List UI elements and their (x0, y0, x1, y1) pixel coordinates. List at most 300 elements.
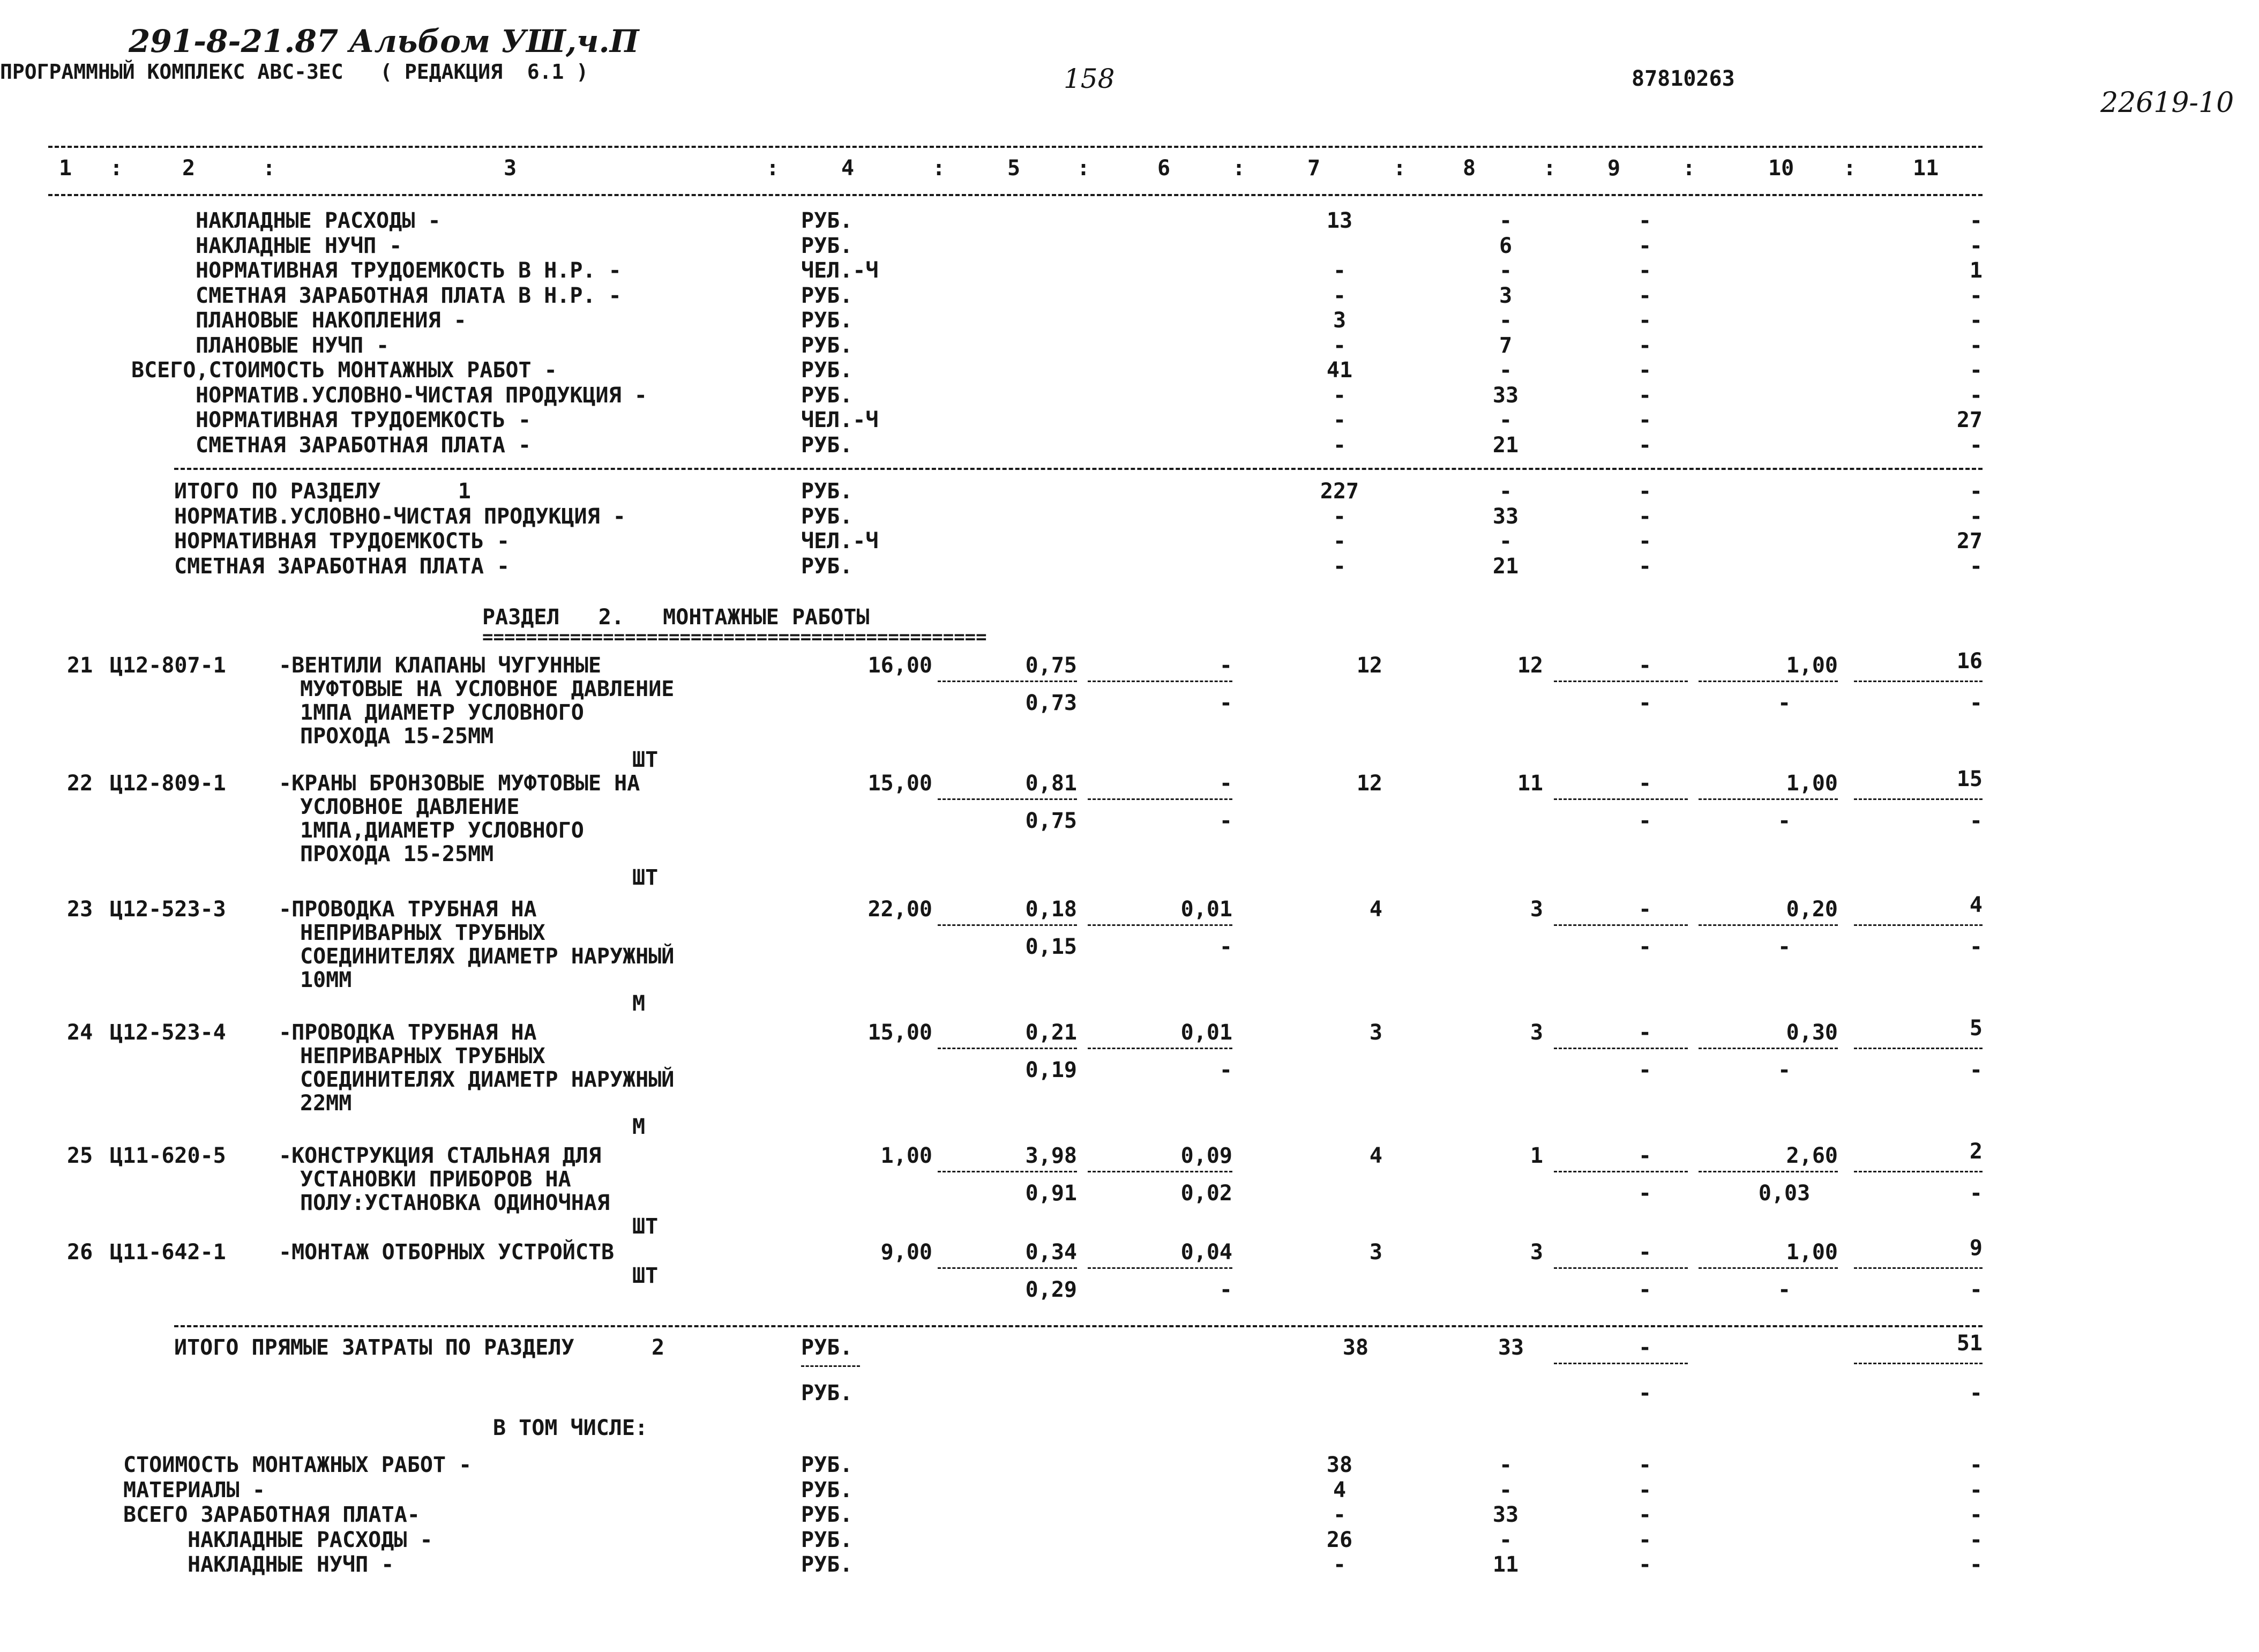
summary-col11: - (1969, 383, 1983, 408)
summary-label: ВСЕГО ЗАРАБОТНАЯ ПЛАТА- (123, 1503, 420, 1527)
total-subheading: В ТОМ ЧИСЛЕ: (493, 1416, 648, 1440)
summary-unit: РУБ. (801, 1552, 853, 1577)
item-description-line: УСТАНОВКИ ПРИБОРОВ НА (300, 1167, 571, 1192)
column-separator: : (1682, 156, 1696, 181)
item-description-line: ПОЛУ:УСТАНОВКА ОДИНОЧНАЯ (300, 1191, 610, 1215)
item-col11: 5 (1969, 1016, 1983, 1041)
item-col11-lower: - (1969, 1277, 1983, 1302)
summary-col7: - (1333, 432, 1347, 458)
total-col9-lower: - (1638, 1381, 1652, 1406)
item-col6-lower: - (1219, 1277, 1232, 1302)
summary-col9: - (1638, 408, 1652, 432)
column-separator: : (1077, 156, 1090, 181)
item-unit: М (632, 1115, 646, 1139)
column-separator: : (1843, 156, 1857, 181)
item-quantity: 22,00 (867, 897, 932, 922)
header-rule-bottom (48, 194, 1983, 196)
item-description-line: УСЛОВНОЕ ДАВЛЕНИЕ (300, 795, 520, 819)
item-col11: 9 (1969, 1236, 1983, 1260)
total-col7: 38 (1342, 1335, 1369, 1360)
summary-col7: - (1333, 258, 1347, 283)
item-rule-6 (1088, 1267, 1232, 1269)
item-rule-11 (1854, 1267, 1983, 1269)
summary-col8: 3 (1499, 283, 1513, 308)
summary-unit: РУБ. (801, 208, 853, 233)
summary-label: НОРМАТИВНАЯ ТРУДОЕМКОСТЬ В Н.Р. - (196, 258, 622, 283)
summary-col9: - (1638, 1503, 1652, 1527)
item-quantity: 1,00 (880, 1143, 932, 1168)
item-rule-6 (1088, 1048, 1232, 1049)
column-separator: : (263, 156, 276, 181)
summary-col9: - (1638, 1477, 1652, 1503)
summary-col7: - (1333, 333, 1347, 358)
item-col7: 12 (1356, 771, 1382, 796)
summary-label: НАКЛАДНЫЕ НУЧП - (188, 1552, 394, 1577)
item-col6-lower: 0,02 (1180, 1181, 1232, 1206)
item-col7: 4 (1369, 1143, 1382, 1168)
item-col10-lower: - (1777, 935, 1791, 959)
summary-col9: - (1638, 333, 1652, 358)
item-rule-10 (1699, 1267, 1838, 1269)
item-wage-price: 0,29 (1025, 1277, 1077, 1302)
item-unit: М (632, 991, 646, 1016)
item-code: Ц11-642-1 (110, 1240, 226, 1265)
item-col10: 1,00 (1786, 771, 1838, 796)
summary-col9: - (1638, 1527, 1652, 1552)
item-rule-9 (1554, 924, 1688, 926)
summary-col8: - (1499, 479, 1513, 504)
summary-label: ИТОГО ПО РАЗДЕЛУ 1 (174, 479, 471, 504)
item-rule-11 (1854, 798, 1983, 800)
item-rule-11 (1854, 1048, 1983, 1049)
item-col10-lower: - (1777, 1058, 1791, 1082)
document-code: 87810263 (1632, 66, 1735, 91)
item-unit-price: 0,81 (1025, 771, 1077, 796)
item-rule-6 (1088, 681, 1232, 682)
item-col9: - (1638, 1143, 1652, 1168)
item-rule-5 (938, 1267, 1077, 1269)
column-separator: : (1393, 156, 1407, 181)
item-code: Ц12-523-3 (110, 897, 226, 922)
summary-col8: - (1499, 208, 1513, 233)
item-description-line: ПРОХОДА 15-25ММ (300, 842, 494, 866)
total-rule-9 (1554, 1363, 1688, 1364)
item-col9-lower: - (1638, 935, 1652, 959)
summary-unit: РУБ. (801, 283, 853, 308)
item-rule-5 (938, 924, 1077, 926)
summary-label: НАКЛАДНЫЕ НУЧП - (196, 233, 402, 258)
item-rule-5 (938, 1048, 1077, 1049)
item-description-line: -ВЕНТИЛИ КЛАПАНЫ ЧУГУННЫЕ (279, 653, 602, 678)
column-header-3: 3 (504, 156, 517, 181)
total-col9: - (1638, 1335, 1652, 1360)
item-code: Ц12-809-1 (110, 771, 226, 796)
column-separator: : (932, 156, 946, 181)
summary-col9: - (1638, 1453, 1652, 1477)
item-description-line: 1МПА ДИАМЕТР УСЛОВНОГО (300, 700, 584, 725)
item-col9: - (1638, 1240, 1652, 1265)
summary-unit: РУБ. (801, 1453, 853, 1477)
item-col11: 15 (1956, 767, 1983, 791)
item-rule-10 (1699, 681, 1838, 682)
summary-col11: 1 (1969, 258, 1983, 283)
summary-col11: - (1969, 358, 1983, 383)
summary-col9: - (1638, 554, 1652, 579)
summary-label: НОРМАТИВНАЯ ТРУДОЕМКОСТЬ - (196, 408, 532, 432)
summary-unit: РУБ. (801, 233, 853, 258)
item-wage-price: 0,15 (1025, 935, 1077, 959)
item-col9: - (1638, 771, 1652, 796)
summary-col8: 33 (1492, 1503, 1519, 1527)
item-col9-lower: - (1638, 691, 1652, 715)
summary-col7: 13 (1326, 208, 1353, 233)
item-col10: 1,00 (1786, 653, 1838, 678)
summary-unit: РУБ. (801, 1477, 853, 1503)
item-col10-lower: - (1777, 691, 1791, 715)
item-rule-9 (1554, 798, 1688, 800)
summary-col11: - (1969, 333, 1983, 358)
column-separator: : (1543, 156, 1557, 181)
total-rule-11 (1854, 1363, 1983, 1364)
summary-unit: ЧЕЛ.-Ч (801, 258, 879, 283)
item-col10: 2,60 (1786, 1143, 1838, 1168)
item-number: 23 (67, 897, 93, 922)
total-col11: 51 (1956, 1331, 1983, 1356)
item-col6: 0,01 (1180, 1020, 1232, 1045)
summary-col9: - (1638, 383, 1652, 408)
summary-col9: - (1638, 233, 1652, 258)
summary-col11: - (1969, 554, 1983, 579)
item-number: 25 (67, 1143, 93, 1168)
item-rule-11 (1854, 1171, 1983, 1172)
item-col6: - (1219, 653, 1232, 678)
item-description-line: -ПРОВОДКА ТРУБНАЯ НА (279, 897, 537, 922)
item-quantity: 15,00 (867, 1020, 932, 1045)
item-unit-price: 0,75 (1025, 653, 1077, 678)
item-col9-lower: - (1638, 1181, 1652, 1206)
summary-col11: - (1969, 432, 1983, 458)
summary-col11: - (1969, 1552, 1983, 1577)
item-col7: 4 (1369, 897, 1382, 922)
item-col7: 3 (1369, 1240, 1382, 1265)
item-rule-6 (1088, 1171, 1232, 1172)
summary-label: НОРМАТИВ.УСЛОВНО-ЧИСТАЯ ПРОДУКЦИЯ - (174, 504, 626, 529)
item-quantity: 9,00 (880, 1240, 932, 1265)
summary-col11: - (1969, 1527, 1983, 1552)
summary-label: СМЕТНАЯ ЗАРАБОТНАЯ ПЛАТА - (174, 554, 510, 579)
item-col9: - (1638, 653, 1652, 678)
summary-col11: - (1969, 208, 1983, 233)
program-title: ПРОГРАММНЫЙ КОМПЛЕКС АВС-ЗЕС ( РЕДАКЦИЯ 6.1 ) (0, 60, 589, 84)
item-description-line: 10ММ (300, 968, 352, 992)
summary-col7: - (1333, 408, 1347, 432)
item-rule-5 (938, 681, 1077, 682)
item-wage-price: 0,19 (1025, 1058, 1077, 1082)
page-number: 158 (1064, 63, 1115, 94)
item-rule-6 (1088, 924, 1232, 926)
item-number: 26 (67, 1240, 93, 1265)
item-col11-lower: - (1969, 1058, 1983, 1082)
item-unit-price: 0,21 (1025, 1020, 1077, 1045)
item-rule-5 (938, 1171, 1077, 1172)
item-description-line: СОЕДИНИТЕЛЯХ ДИАМЕТР НАРУЖНЫЙ (300, 1067, 675, 1092)
summary-col9: - (1638, 504, 1652, 529)
summary-col9: - (1638, 283, 1652, 308)
total-unit: РУБ. (801, 1335, 853, 1360)
item-unit: ШТ (632, 1214, 659, 1239)
summary-label: НОРМАТИВ.УСЛОВНО-ЧИСТАЯ ПРОДУКЦИЯ - (196, 383, 647, 408)
item-col10-lower: - (1777, 809, 1791, 833)
item-col7: 12 (1356, 653, 1382, 678)
summary-col8: 7 (1499, 333, 1513, 358)
summary-col7: - (1333, 1552, 1347, 1577)
section-2-title: РАЗДЕЛ 2. МОНТАЖНЫЕ РАБОТЫ (482, 605, 870, 630)
item-unit: ШТ (632, 747, 659, 772)
item-col11-lower: - (1969, 809, 1983, 833)
item-description-line: -ПРОВОДКА ТРУБНАЯ НА (279, 1020, 537, 1045)
item-col6-lower: - (1219, 809, 1232, 833)
summary-col8: 21 (1492, 554, 1519, 579)
summary-col7: - (1333, 283, 1347, 308)
column-header-6: 6 (1157, 156, 1171, 181)
column-header-4: 4 (841, 156, 855, 181)
summary-col9: - (1638, 358, 1652, 383)
column-header-11: 11 (1913, 156, 1939, 181)
item-col6: 0,01 (1180, 897, 1232, 922)
item-col9-lower: - (1638, 1058, 1652, 1082)
summary-label: МАТЕРИАЛЫ - (123, 1477, 265, 1503)
summary-col9: - (1638, 308, 1652, 333)
item-rule-9 (1554, 1171, 1688, 1172)
column-header-8: 8 (1463, 156, 1476, 181)
item-col9: - (1638, 1020, 1652, 1045)
summary-col8: 33 (1492, 504, 1519, 529)
item-col10-lower: - (1777, 1277, 1791, 1302)
item-unit: ШТ (632, 1264, 659, 1288)
summary-col8: - (1499, 1453, 1513, 1477)
item-col8: 3 (1530, 897, 1543, 922)
summary-col9: - (1638, 208, 1652, 233)
item-col9-lower: - (1638, 1277, 1652, 1302)
item-wage-price: 0,75 (1025, 809, 1077, 833)
item-col8: 11 (1517, 771, 1543, 796)
summary-unit: РУБ. (801, 554, 853, 579)
item-rule-5 (938, 798, 1077, 800)
column-header-1: 1 (59, 156, 72, 181)
total-rule (174, 1325, 1983, 1327)
summary-col8: 33 (1492, 383, 1519, 408)
item-description-line: МУФТОВЫЕ НА УСЛОВНОЕ ДАВЛЕНИЕ (300, 677, 675, 701)
summary-col11: - (1969, 308, 1983, 333)
item-number: 24 (67, 1020, 93, 1045)
item-col11: 4 (1969, 893, 1983, 917)
summary-col7: - (1333, 529, 1347, 554)
item-col11-lower: - (1969, 691, 1983, 715)
summary-label: СМЕТНАЯ ЗАРАБОТНАЯ ПЛАТА - (196, 432, 532, 458)
summary-col11: - (1969, 1453, 1983, 1477)
summary-col7: 4 (1333, 1477, 1347, 1503)
item-col6: - (1219, 771, 1232, 796)
item-rule-10 (1699, 924, 1838, 926)
item-col11: 2 (1969, 1139, 1983, 1164)
item-col8: 3 (1530, 1020, 1543, 1045)
archive-stamp: 22619-10 (2100, 87, 2234, 119)
summary-unit: РУБ. (801, 479, 853, 504)
summary-col7: 38 (1326, 1453, 1353, 1477)
total-unit-rule (801, 1365, 860, 1367)
summary-col7: - (1333, 383, 1347, 408)
summary-col11: - (1969, 283, 1983, 308)
summary-unit: РУБ. (801, 1527, 853, 1552)
item-col10: 0,20 (1786, 897, 1838, 922)
summary-col7: 41 (1326, 358, 1353, 383)
summary-col11: 27 (1956, 529, 1983, 554)
summary-label: НОРМАТИВНАЯ ТРУДОЕМКОСТЬ - (174, 529, 510, 554)
summary-label: СМЕТНАЯ ЗАРАБОТНАЯ ПЛАТА В Н.Р. - (196, 283, 622, 308)
summary-unit: ЧЕЛ.-Ч (801, 408, 879, 432)
section-2-underline: ============================================== (482, 626, 987, 648)
item-unit: ШТ (632, 865, 659, 890)
summary-col11: - (1969, 1477, 1983, 1503)
item-col11-lower: - (1969, 935, 1983, 959)
column-separator: : (110, 156, 123, 181)
column-separator: : (766, 156, 780, 181)
summary-unit: РУБ. (801, 504, 853, 529)
summary-unit: ЧЕЛ.-Ч (801, 529, 879, 554)
summary-col11: 27 (1956, 408, 1983, 432)
item-col6-lower: - (1219, 935, 1232, 959)
item-description-line: 1МПА,ДИАМЕТР УСЛОВНОГО (300, 818, 584, 843)
column-header-5: 5 (1007, 156, 1021, 181)
total-col8: 33 (1498, 1335, 1524, 1360)
album-title: 291-8-21.87 Альбом УШ,ч.П (129, 23, 639, 59)
item-description-line: НЕПРИВАРНЫХ ТРУБНЫХ (300, 1044, 545, 1068)
summary-label: НАКЛАДНЫЕ РАСХОДЫ - (196, 208, 441, 233)
summary-col8: 11 (1492, 1552, 1519, 1577)
item-description-line: 22ММ (300, 1091, 352, 1116)
item-description-line: НЕПРИВАРНЫХ ТРУБНЫХ (300, 921, 545, 945)
header-rule-top (48, 146, 1983, 148)
summary-unit: РУБ. (801, 358, 853, 383)
item-col7: 3 (1369, 1020, 1382, 1045)
item-code: Ц11-620-5 (110, 1143, 226, 1168)
summary-col9: - (1638, 529, 1652, 554)
item-rule-10 (1699, 798, 1838, 800)
summary-col7: - (1333, 554, 1347, 579)
column-header-7: 7 (1307, 156, 1321, 181)
item-col6: 0,09 (1180, 1143, 1232, 1168)
item-rule-10 (1699, 1171, 1838, 1172)
total-unit-2: РУБ. (801, 1381, 853, 1406)
column-header-9: 9 (1607, 156, 1621, 181)
item-quantity: 16,00 (867, 653, 932, 678)
item-col11: 16 (1956, 649, 1983, 674)
summary-unit: РУБ. (801, 1503, 853, 1527)
item-col11-lower: - (1969, 1181, 1983, 1206)
item-col10: 0,30 (1786, 1020, 1838, 1045)
summary-col11: - (1969, 479, 1983, 504)
summary-col8: - (1499, 408, 1513, 432)
item-unit-price: 3,98 (1025, 1143, 1077, 1168)
summary-col7: 3 (1333, 308, 1347, 333)
block-rule-1 (174, 468, 1983, 470)
summary-col8: 21 (1492, 432, 1519, 458)
summary-col7: - (1333, 1503, 1347, 1527)
item-col6-lower: - (1219, 691, 1232, 715)
summary-col11: - (1969, 233, 1983, 258)
item-col9-lower: - (1638, 809, 1652, 833)
item-col8: 12 (1517, 653, 1543, 678)
item-quantity: 15,00 (867, 771, 932, 796)
summary-col8: - (1499, 358, 1513, 383)
item-description-line: -МОНТАЖ ОТБОРНЫХ УСТРОЙСТВ (279, 1240, 615, 1265)
summary-unit: РУБ. (801, 432, 853, 458)
summary-col9: - (1638, 432, 1652, 458)
item-col6-lower: - (1219, 1058, 1232, 1082)
item-rule-6 (1088, 798, 1232, 800)
item-rule-9 (1554, 1048, 1688, 1049)
summary-col7: 227 (1320, 479, 1359, 504)
item-description-line: -КОНСТРУКЦИЯ СТАЛЬНАЯ ДЛЯ (279, 1143, 602, 1168)
item-number: 22 (67, 771, 93, 796)
total-label: ИТОГО ПРЯМЫЕ ЗАТРАТЫ ПО РАЗДЕЛУ 2 (174, 1335, 665, 1360)
item-unit-price: 0,18 (1025, 897, 1077, 922)
summary-unit: РУБ. (801, 333, 853, 358)
summary-col8: - (1499, 1527, 1513, 1552)
summary-col7: 26 (1326, 1527, 1353, 1552)
summary-col8: 6 (1499, 233, 1513, 258)
summary-unit: РУБ. (801, 383, 853, 408)
item-description-line: -КРАНЫ БРОНЗОВЫЕ МУФТОВЫЕ НА (279, 771, 640, 796)
item-col10: 1,00 (1786, 1240, 1838, 1265)
column-separator: : (1232, 156, 1246, 181)
summary-col9: - (1638, 1552, 1652, 1577)
item-col9: - (1638, 897, 1652, 922)
summary-col8: - (1499, 529, 1513, 554)
item-wage-price: 0,91 (1025, 1181, 1077, 1206)
item-rule-10 (1699, 1048, 1838, 1049)
total-col11-lower: - (1969, 1381, 1983, 1406)
item-col10-lower: 0,03 (1758, 1181, 1811, 1206)
item-rule-11 (1854, 681, 1983, 682)
summary-label: НАКЛАДНЫЕ РАСХОДЫ - (188, 1527, 433, 1552)
item-col6: 0,04 (1180, 1240, 1232, 1265)
item-number: 21 (67, 653, 93, 678)
item-col8: 1 (1530, 1143, 1543, 1168)
summary-col11: - (1969, 504, 1983, 529)
column-header-2: 2 (182, 156, 196, 181)
summary-col11: - (1969, 1503, 1983, 1527)
item-wage-price: 0,73 (1025, 691, 1077, 715)
summary-unit: РУБ. (801, 308, 853, 333)
item-rule-9 (1554, 681, 1688, 682)
column-header-10: 10 (1768, 156, 1794, 181)
summary-label: ПЛАНОВЫЕ НУЧП - (196, 333, 390, 358)
summary-col9: - (1638, 258, 1652, 283)
summary-col7: - (1333, 504, 1347, 529)
item-code: Ц12-523-4 (110, 1020, 226, 1045)
item-description-line: СОЕДИНИТЕЛЯХ ДИАМЕТР НАРУЖНЫЙ (300, 944, 675, 969)
item-description-line: ПРОХОДА 15-25ММ (300, 724, 494, 749)
item-unit-price: 0,34 (1025, 1240, 1077, 1265)
item-col8: 3 (1530, 1240, 1543, 1265)
summary-col8: - (1499, 308, 1513, 333)
summary-col8: - (1499, 258, 1513, 283)
item-rule-9 (1554, 1267, 1688, 1269)
summary-label: СТОИМОСТЬ МОНТАЖНЫХ РАБОТ - (123, 1453, 472, 1477)
summary-col9: - (1638, 479, 1652, 504)
summary-label: ПЛАНОВЫЕ НАКОПЛЕНИЯ - (196, 308, 467, 333)
